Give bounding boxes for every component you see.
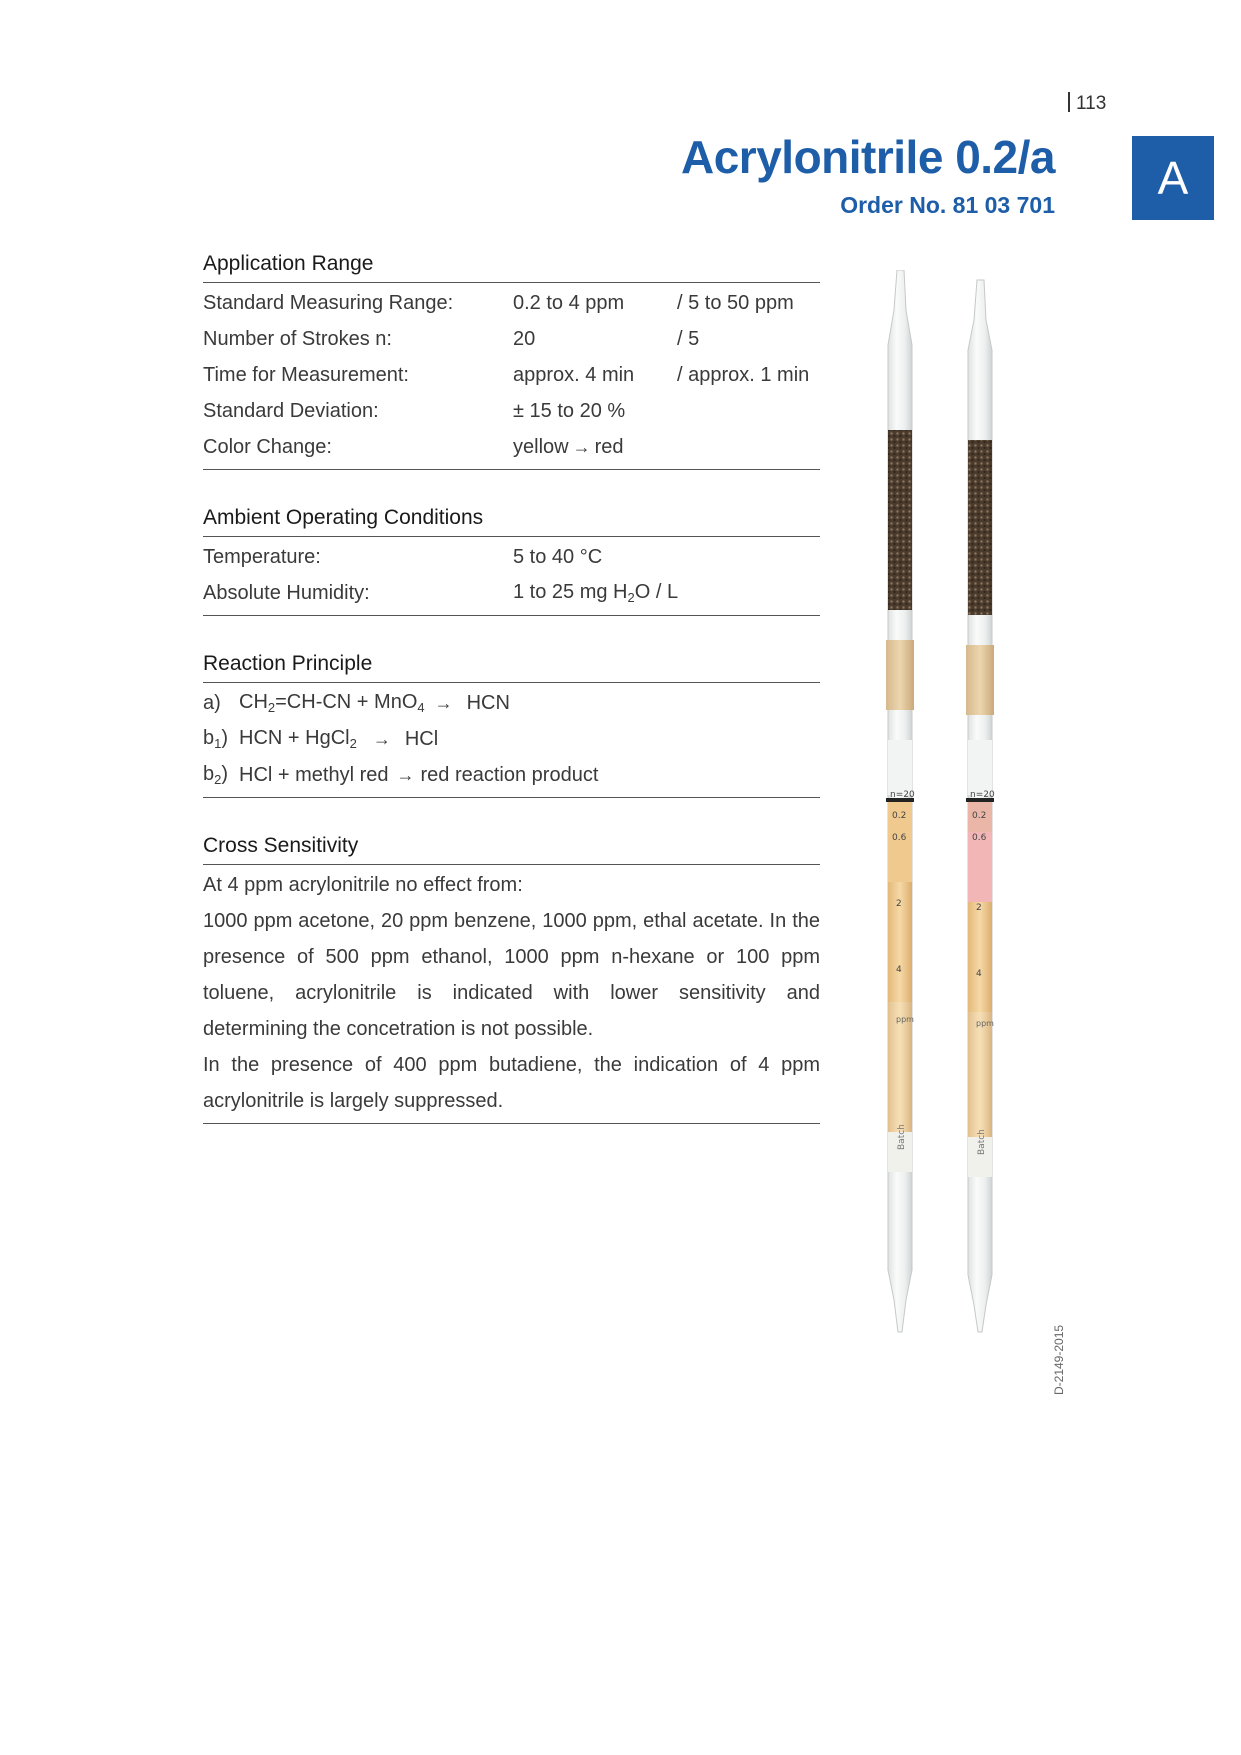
reaction-row: $b_1$) HCN + HgCl$_2$ → HCl (203, 727, 439, 751)
detector-tube-2 (966, 280, 994, 1332)
arrow-right-icon: → (396, 764, 415, 785)
figure-code: D-2149-2015 (1052, 1324, 1066, 1395)
section-heading: Ambient Operating Conditions (203, 506, 820, 537)
tube-label: 2 (896, 899, 902, 909)
section-heading: Application Range (203, 252, 820, 283)
paragraph: In the presence of 400 ppm butadiene, the indication of 4 ppm acrylonitrile is largely suppressed. (203, 1054, 820, 1112)
paragraph: At 4 ppm acrylonitrile no effect from: (203, 874, 523, 896)
tube-label: n=20 (970, 790, 995, 800)
spec-content (203, 252, 820, 1160)
ambient-conditions-section (203, 506, 820, 616)
spec-row: Time for Measurement: approx. 4 min / approx. 1 min (203, 363, 810, 386)
tube-label: 0.2 (892, 811, 907, 821)
chapter-tab: A (1132, 136, 1214, 220)
tube-label: Batch (897, 1124, 907, 1150)
tube-label: n=20 (890, 790, 915, 800)
tube-label: ppm (976, 1019, 994, 1028)
detector-tubes-photo (860, 270, 1080, 1470)
arrow-right-icon: → (434, 692, 453, 713)
tube-label: 0.6 (972, 833, 987, 843)
tube-label: ppm (896, 1015, 914, 1024)
arrow-right-icon: → (572, 436, 591, 457)
reaction-row: a) $CH_2=CH-CN + MnO_4$ → HCN (203, 691, 510, 715)
tube-label: 4 (976, 969, 982, 979)
color-change-row: Color Change: yellow → red (203, 435, 624, 458)
detector-tube-1 (886, 270, 914, 1332)
reaction-row: $b_2$) HCl + methyl red → red reaction product (203, 763, 599, 787)
spec-row: Temperature: 5 to 40 °C (203, 545, 603, 568)
section-heading: Cross Sensitivity (203, 834, 820, 865)
tube-label: 0.6 (892, 833, 907, 843)
application-range-section (203, 252, 820, 470)
spec-row: Number of Strokes n: 20 / 5 (203, 327, 700, 350)
spec-row: Standard Deviation: ± 15 to 20 % (203, 399, 626, 422)
cross-sensitivity-section (203, 834, 820, 1124)
order-number: Order No. 81 03 701 (840, 192, 1055, 218)
spec-row: Standard Measuring Range: 0.2 to 4 ppm / 5 to 50 ppm (203, 291, 794, 314)
paragraph: 1000 ppm acetone, 20 ppm benzene, 1000 ppm, ethal acetate. In the presence of 500 ppm ethanol, 1000 ppm n-hexane or 100 ppm toluene, acrylonitrile is indicated with lower sensitivity and determining the concetration is not possible. (203, 910, 820, 1040)
tube-label: 4 (896, 965, 902, 975)
section-heading: Reaction Principle (203, 652, 820, 683)
tube-label: Batch (977, 1129, 987, 1155)
tube-label: 2 (976, 903, 982, 913)
page-number: 113 (1068, 92, 1106, 115)
page-title: Acrylonitrile 0.2/a (681, 131, 1055, 183)
reaction-principle-section (203, 652, 820, 798)
tube-label: 0.2 (972, 811, 987, 821)
spec-row: Absolute Humidity: 1 to 25 mg $H_2O$ / L (203, 581, 679, 605)
arrow-right-icon: → (372, 728, 391, 749)
